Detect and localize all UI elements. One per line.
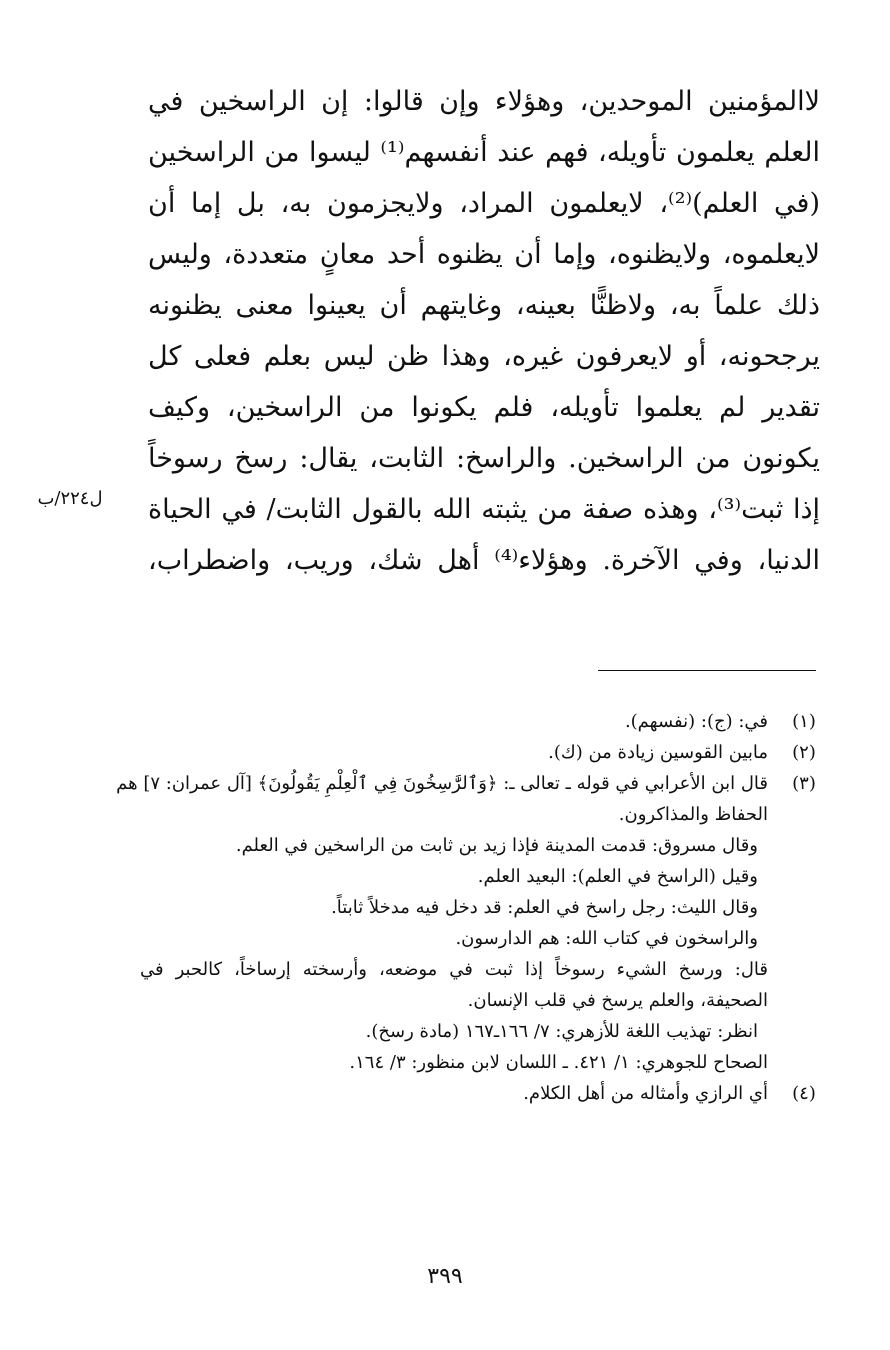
manuscript-folio-note: ل٢٢٤/ب	[37, 488, 103, 509]
main-text-line: يكونون من الراسخين. والراسخ: الثابت، يقال: رسخ رسوخاً	[148, 443, 820, 474]
footnote-text: مابين القوسين زيادة من (ك).	[548, 742, 768, 763]
footnote-text: وقيل (الراسخ في العلم): البعيد العلم.	[477, 866, 758, 887]
main-text-block	[148, 76, 820, 586]
main-text-line: ذلك علماً به، ولاظنًّا بعينه، وغايتهم أن يعينوا معنى يظنونه	[148, 290, 820, 321]
footnote-number: (٣)	[792, 773, 816, 794]
footnote-number: (٤)	[792, 1083, 816, 1104]
footnote-2	[140, 737, 824, 768]
footnote-text: انظر: تهذيب اللغة للأزهري: ٧/ ١٦٦ـ١٦٧ (مادة رسخ).	[365, 1021, 758, 1042]
footnote-text: والراسخون في كتاب الله: هم الدارسون.	[455, 928, 758, 949]
page-number: ٣٩٩	[427, 1264, 463, 1289]
footnote-text: وقال مسروق: قدمت المدينة فإذا زيد بن ثابت من الراسخين في العلم.	[235, 835, 758, 856]
footnote-number: (١)	[792, 711, 816, 732]
footnote-4	[140, 1078, 824, 1109]
footnote-text: قال ابن الأعرابي في قوله ـ تعالى ـ: ﴿وَٱلرَّٰسِخُونَ فِي ٱلْعِلْمِ يَقُولُونَ﴾ [آل عمران: ٧] هم	[116, 773, 768, 794]
footnote-text: الصحاح للجوهري: ١/ ٤٢١. ـ اللسان لابن منظور: ٣/ ١٦٤.	[349, 1052, 768, 1073]
footnote-1	[140, 706, 824, 737]
footnote-text: في: (ج): (نفسهم).	[624, 711, 768, 732]
footnote-text: وقال الليث: رجل راسخ في العلم: قد دخل فيه مدخلاً ثابتاً.	[331, 897, 758, 918]
footnote-text: الصحيفة، والعلم يرسخ في قلب الإنسان.	[467, 990, 768, 1011]
main-text-line: إذا ثبت⁽³⁾، وهذه صفة من يثبته الله بالقول الثابت/ في الحياة	[148, 494, 820, 525]
footnote-text: أي الرازي وأمثاله من أهل الكلام.	[523, 1083, 768, 1104]
footnote-text: قال: ورسخ الشيء رسوخاً إذا ثبت في موضعه، وأرسخته إرساخاً، كالحبر في	[140, 959, 768, 980]
main-text-line: (في العلم)⁽²⁾، لايعلمون المراد، ولايجزمون به، بل إما أن	[148, 188, 820, 219]
main-text-line: يرجحونه، أو لايعرفون غيره، وهذا ظن ليس بعلم فعلى كل	[148, 341, 820, 372]
main-text-line: لايعلموه، ولايظنوه، وإما أن يظنوه أحد معانٍ متعددة، وليس	[148, 239, 820, 270]
main-text-line: العلم يعلمون تأويله، فهم عند أنفسهم⁽¹⁾ ليسوا من الراسخين	[148, 137, 821, 168]
footnote-number: (٢)	[792, 742, 816, 763]
footnote-3	[116, 768, 824, 1078]
main-text-line: لاالمؤمنين الموحدين، وهؤلاء وإن قالوا: إن الراسخين في	[148, 86, 820, 117]
footnote-text: الحفاظ والمذاكرون.	[618, 804, 768, 825]
footnote-separator	[598, 670, 816, 671]
footnotes-section	[116, 706, 824, 1109]
main-text-line: الدنيا، وفي الآخرة. وهؤلاء⁽⁴⁾ أهل شك، وريب، واضطراب،	[148, 545, 820, 576]
main-text-line: تقدير لم يعلموا تأويله، فلم يكونوا من الراسخين، وكيف	[148, 392, 820, 423]
